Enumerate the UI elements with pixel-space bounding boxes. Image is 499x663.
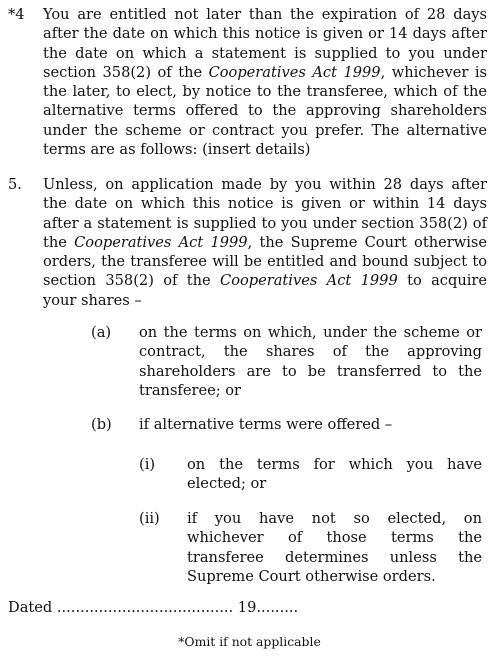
sub-clause-a-text: on the terms on which, under the scheme or contract, the shares of the approving shareholders are to be transferred to the transferee; or [139, 324, 482, 399]
footnote: *Omit if not applicable [178, 634, 321, 649]
clause-5-text-part-3: to acquire your shares – [43, 272, 487, 309]
act-title: Cooperatives Act 1999 [74, 233, 248, 251]
sub-clause-b-label: (b) [91, 416, 112, 433]
clause-4-text-part-1: You are entitled not later than the expiration of 28 days after the date on which this notice is given or 14 days after the date on which a statement is supplied to you under section 358(2) of the [43, 6, 487, 81]
sub-clause-i-text: on the terms for which you have elected; or [187, 456, 482, 493]
sub-clause-b-text: if alternative terms were offered – [139, 416, 393, 433]
clause-5-number: 5. [8, 176, 22, 193]
sub-clause-a-label: (a) [91, 324, 112, 341]
act-title: Cooperatives Act 1999 [220, 272, 398, 290]
clause-5-text-part-2: , the Supreme Court otherwise orders, the transferee will be entitled and bound subject to section 358(2) of the [43, 233, 487, 290]
sub-clause-ii-text: if you have not so elected, on whichever of those terms the transferee determines unless the Supreme Court otherwise orders. [187, 510, 482, 585]
clause-4-number: *4 [8, 6, 25, 23]
clause-4-text-part-2: , whichever is the later, to elect, by notice to the transferee, which of the alternative terms offered to the approving shareholders under the scheme or contract you prefer. The alternative terms are as follows: (insert details) [43, 63, 487, 159]
sub-clause-ii-label: (ii) [139, 510, 160, 527]
act-title: Cooperatives Act 1999 [208, 63, 381, 81]
dated-line: Dated ...................................... 19......... [8, 599, 299, 616]
clause-5-text-part-1: Unless, on application made by you within 28 days after the date on which this notice is given or within 14 days after a statement is supplied to you under section 358(2) of the [43, 176, 487, 251]
sub-clause-i-label: (i) [139, 456, 156, 473]
clause-5-text [43, 175, 487, 310]
clause-4-text [43, 5, 487, 159]
